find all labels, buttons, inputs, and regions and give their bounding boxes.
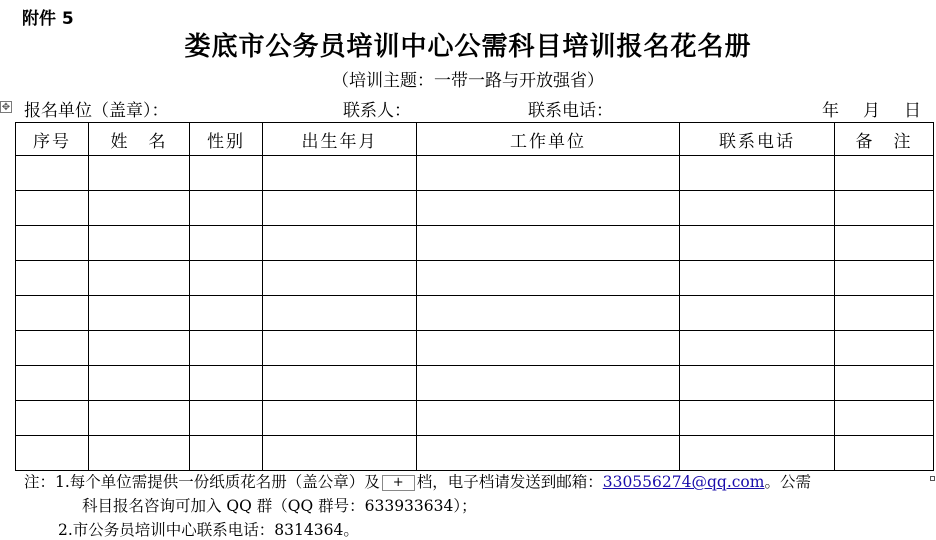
table-cell[interactable] xyxy=(190,436,263,471)
table-move-handle-icon[interactable]: ✥ xyxy=(1,102,11,113)
email-link[interactable]: 330556274@qq.com xyxy=(602,473,765,491)
page-subtitle: （培训主题：一带一路与开放强省） xyxy=(332,71,604,91)
table-cell[interactable] xyxy=(835,436,934,471)
table-cell[interactable] xyxy=(16,366,89,401)
table-row xyxy=(16,226,934,261)
table-cell[interactable] xyxy=(190,191,263,226)
table-row xyxy=(16,156,934,191)
day-label: 日 xyxy=(904,101,921,121)
table-cell[interactable] xyxy=(16,331,89,366)
table-cell[interactable] xyxy=(417,331,680,366)
table-cell[interactable] xyxy=(16,191,89,226)
note-line-1-cont: 科目报名咨询可加入 QQ 群（QQ 群号：633933634）； xyxy=(82,497,477,515)
table-cell[interactable] xyxy=(89,191,190,226)
col-header-index: 序号 xyxy=(16,123,89,156)
table-cell[interactable] xyxy=(16,226,89,261)
table-resize-handle[interactable] xyxy=(930,476,935,481)
table-header-row xyxy=(16,123,934,156)
table-cell[interactable] xyxy=(89,366,190,401)
table-cell[interactable] xyxy=(835,366,934,401)
table-row xyxy=(16,331,934,366)
col-header-gender: 性别 xyxy=(190,123,263,156)
annex-label: 附件 5 xyxy=(22,9,74,29)
col-header-remarks: 备 注 xyxy=(835,123,934,156)
table-cell[interactable] xyxy=(16,436,89,471)
table-cell[interactable] xyxy=(417,226,680,261)
table-cell[interactable] xyxy=(190,296,263,331)
col-header-workplace: 工作单位 xyxy=(417,123,680,156)
table-row xyxy=(16,401,934,436)
table-cell[interactable] xyxy=(89,401,190,436)
table-cell[interactable] xyxy=(16,156,89,191)
table-cell[interactable] xyxy=(417,401,680,436)
table-cell[interactable] xyxy=(190,226,263,261)
table-cell[interactable] xyxy=(89,226,190,261)
note-1-prefix: 注：1.每个单位需提供一份纸质花名册（盖公章）及 xyxy=(24,473,380,491)
table-cell[interactable] xyxy=(263,261,417,296)
date-label xyxy=(822,96,921,121)
table-cell[interactable] xyxy=(835,261,934,296)
attachment-box[interactable]: + xyxy=(382,475,415,491)
table-cell[interactable] xyxy=(417,436,680,471)
table-cell[interactable] xyxy=(16,401,89,436)
table-cell[interactable] xyxy=(263,436,417,471)
table-cell[interactable] xyxy=(263,331,417,366)
table-cell[interactable] xyxy=(417,296,680,331)
table-cell[interactable] xyxy=(263,191,417,226)
table-cell[interactable] xyxy=(263,366,417,401)
table-cell[interactable] xyxy=(417,156,680,191)
table-cell[interactable] xyxy=(89,156,190,191)
table-cell[interactable] xyxy=(190,156,263,191)
year-label: 年 xyxy=(822,101,839,121)
phone-label: 联系电话： xyxy=(528,101,613,121)
roster-table xyxy=(15,122,934,471)
col-header-birth: 出生年月 xyxy=(263,123,417,156)
table-row xyxy=(16,296,934,331)
table-cell[interactable] xyxy=(263,226,417,261)
table-cell[interactable] xyxy=(263,156,417,191)
table-cell[interactable] xyxy=(835,331,934,366)
page-title: 娄底市公务员培训中心公需科目培训报名花名册 xyxy=(184,32,752,62)
table-cell[interactable] xyxy=(190,401,263,436)
table-row xyxy=(16,366,934,401)
table-row xyxy=(16,261,934,296)
month-label: 月 xyxy=(863,101,880,121)
table-cell[interactable] xyxy=(835,296,934,331)
table-cell[interactable] xyxy=(680,436,835,471)
table-cell[interactable] xyxy=(89,331,190,366)
table-cell[interactable] xyxy=(263,296,417,331)
col-header-phone: 联系电话 xyxy=(680,123,835,156)
table-cell[interactable] xyxy=(680,191,835,226)
table-row xyxy=(16,191,934,226)
table-cell[interactable] xyxy=(680,261,835,296)
table-cell[interactable] xyxy=(835,401,934,436)
table-cell[interactable] xyxy=(263,401,417,436)
table-cell[interactable] xyxy=(680,226,835,261)
table-cell[interactable] xyxy=(680,331,835,366)
table-cell[interactable] xyxy=(835,156,934,191)
table-cell[interactable] xyxy=(835,191,934,226)
table-row xyxy=(16,436,934,471)
table-cell[interactable] xyxy=(89,261,190,296)
table-cell[interactable] xyxy=(190,261,263,296)
table-cell[interactable] xyxy=(16,261,89,296)
contact-label: 联系人： xyxy=(343,101,411,121)
table-cell[interactable] xyxy=(680,296,835,331)
table-cell[interactable] xyxy=(89,296,190,331)
table-cell[interactable] xyxy=(417,366,680,401)
table-cell[interactable] xyxy=(417,191,680,226)
table-cell[interactable] xyxy=(190,366,263,401)
table-cell[interactable] xyxy=(680,366,835,401)
note-line-2: 2.市公务员培训中心联系电话：8314364。 xyxy=(58,521,359,539)
table-cell[interactable] xyxy=(190,331,263,366)
table-cell[interactable] xyxy=(417,261,680,296)
table-cell[interactable] xyxy=(835,226,934,261)
note-1-mid: 档，电子档请发送到邮箱： xyxy=(416,473,603,491)
col-header-name: 姓 名 xyxy=(89,123,190,156)
table-cell[interactable] xyxy=(89,436,190,471)
table-cell[interactable] xyxy=(680,401,835,436)
note-1-suffix: 。公需 xyxy=(764,473,811,491)
unit-label: 报名单位（盖章）： xyxy=(24,101,169,121)
table-cell[interactable] xyxy=(680,156,835,191)
note-line-1 xyxy=(24,470,811,492)
table-cell[interactable] xyxy=(16,296,89,331)
